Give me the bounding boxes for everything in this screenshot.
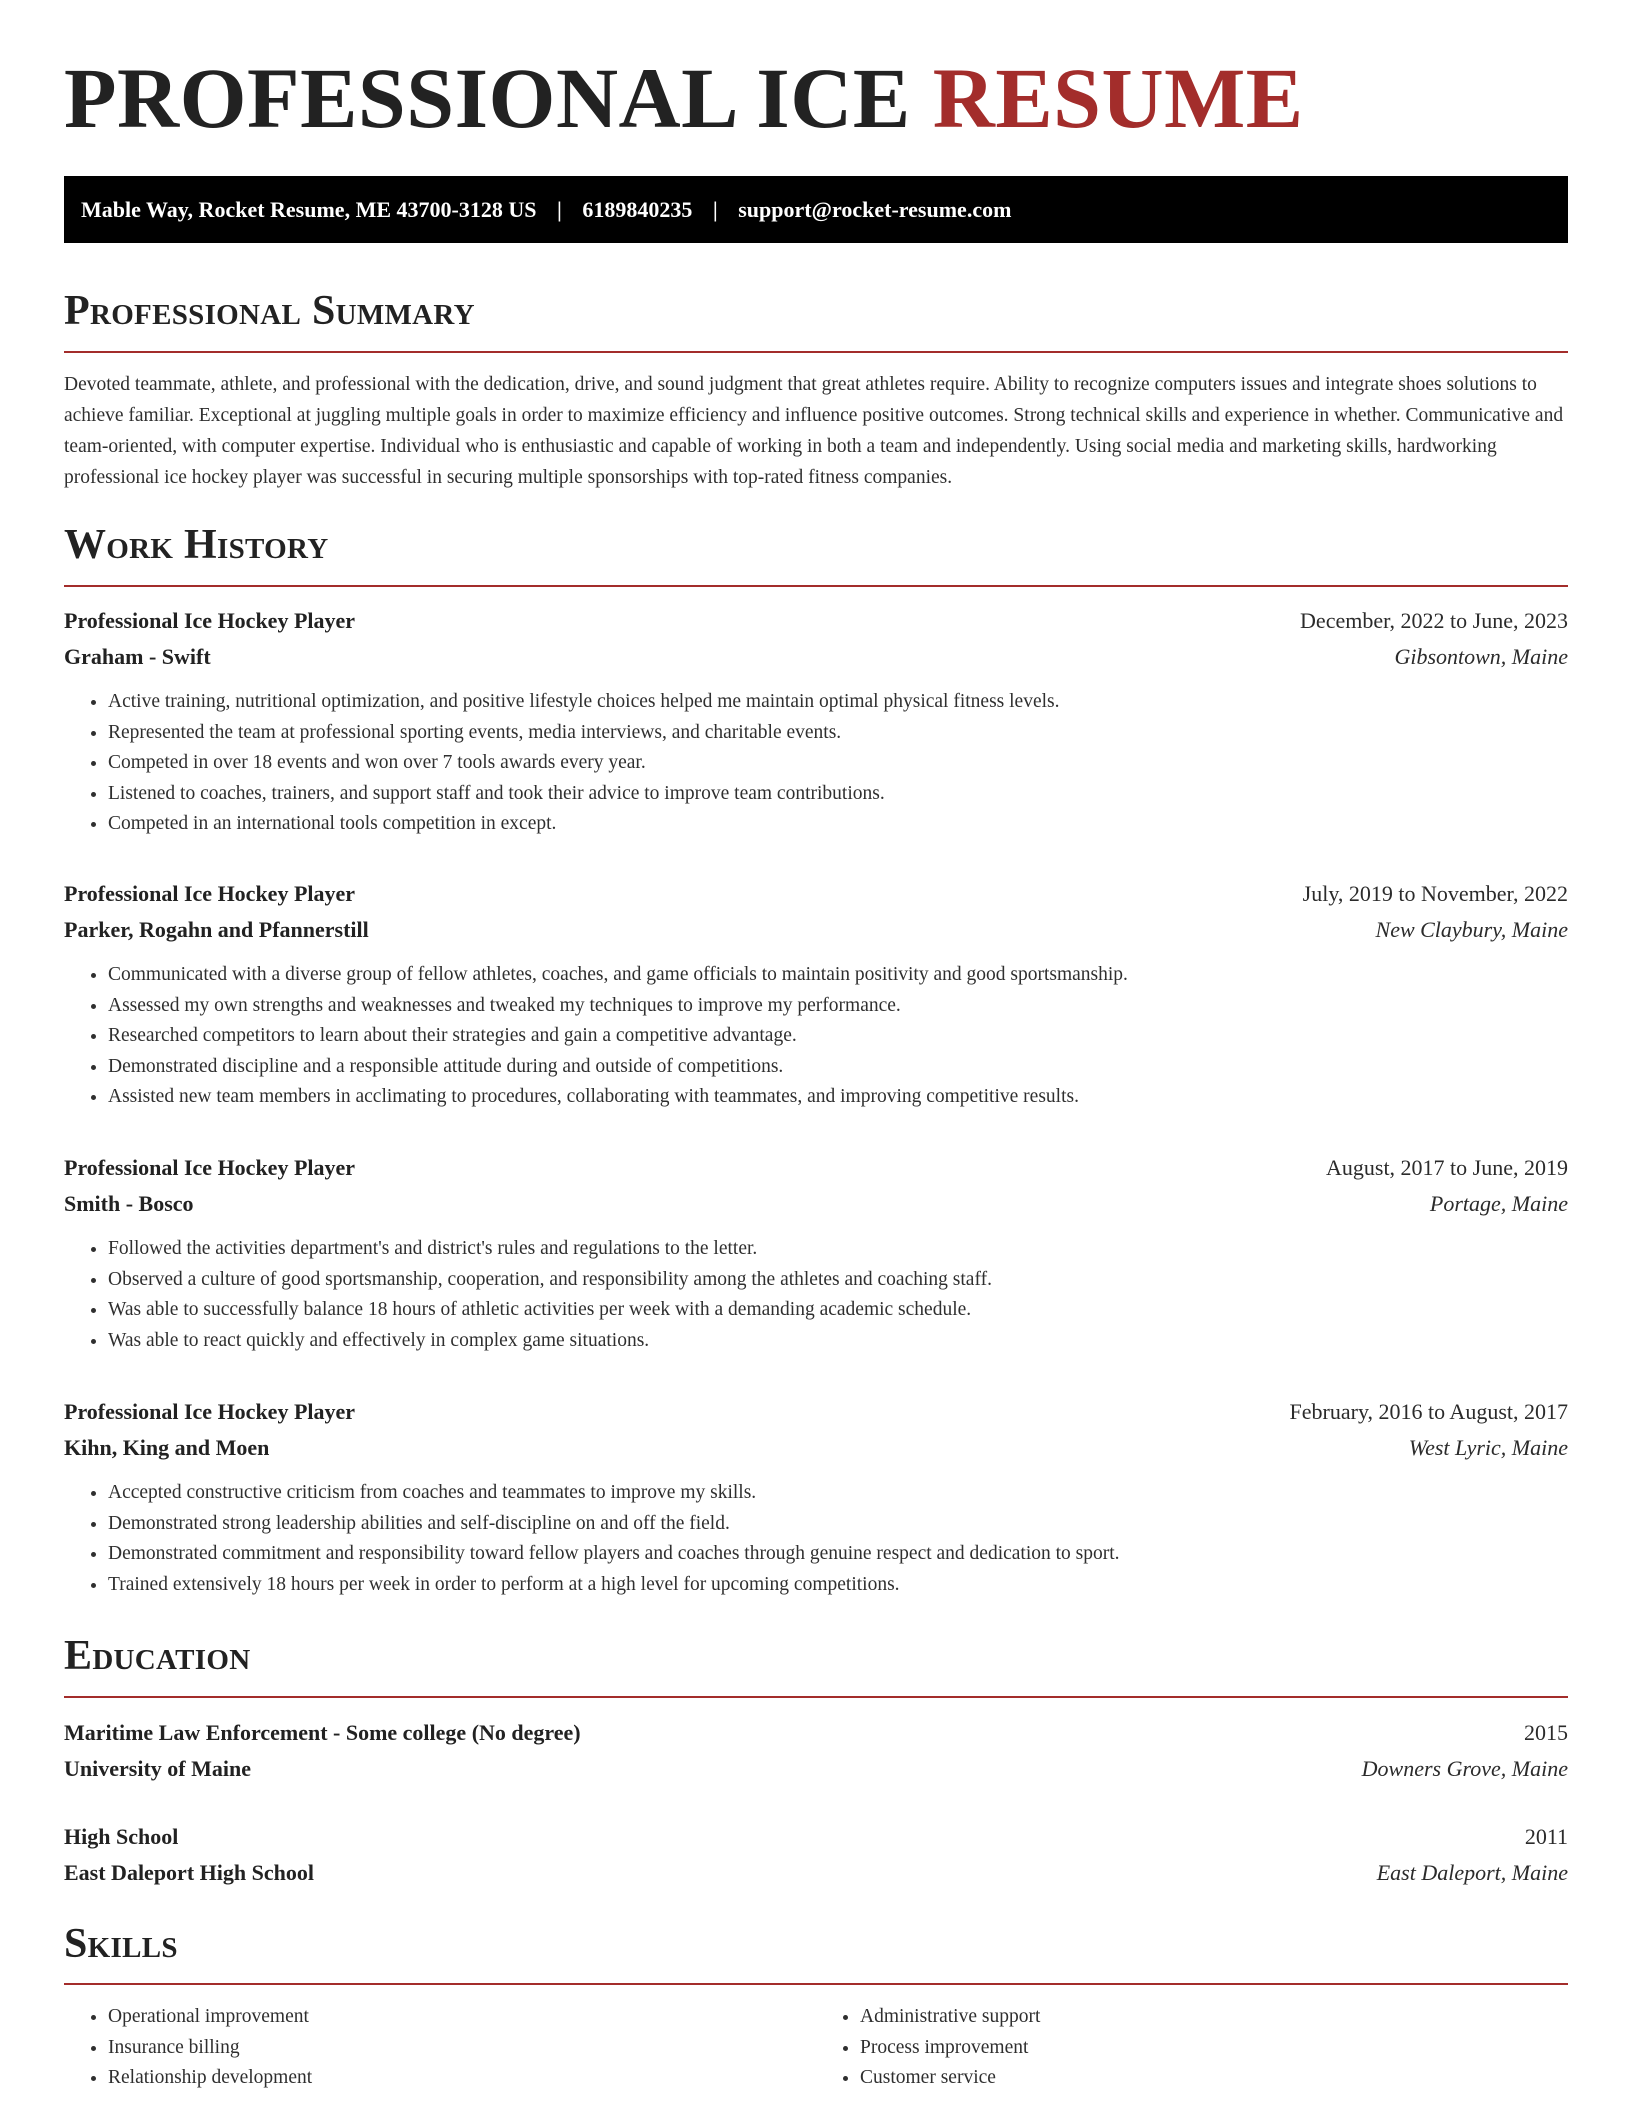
skills-rule [64,1983,1568,1985]
job-bullet: • Followed the activities department's and district's rules and regulations to the letter. [108,1234,1568,1265]
job-bullet: • Was able to react quickly and effectively in complex game situations. [108,1326,1568,1357]
job-bullet: • Competed in over 18 events and won over 7 tools awards every year. [108,748,1568,779]
contact-separator: | [556,197,562,222]
job-location: New Claybury, Maine [1375,917,1568,942]
job-dates: August, 2017 to June, 2019 [1326,1155,1568,1180]
contact-phone: 6189840235 [582,197,693,222]
education-entry [64,1715,1568,1787]
education-entry [64,1819,1568,1891]
job-dates: February, 2016 to August, 2017 [1289,1399,1568,1424]
skill-item: • Process improvement [860,2033,1568,2064]
work-history-rule [64,585,1568,587]
skill-item: • Relationship development [108,2063,816,2094]
job-bullet: • Listened to coaches, trainers, and support staff and took their advice to improve team contributions. [108,779,1568,810]
contact-bar [64,176,1568,243]
work-history-heading: Work History [64,522,329,568]
job-title: Professional Ice Hockey Player [64,1399,356,1424]
job-company: Smith - Bosco [64,1191,194,1216]
summary-text: Devoted teammate, athlete, and professional with the dedication, drive, and sound judgment that great athletes require. Ability to recognize computers issues and integrate shoes solutions to achieve familiar. Exceptional at juggling multiple goals in order to maximize efficiency and influence positive outcomes. Strong technical skills and experience in whether. Communicative and team-oriented, with computer expertise. Individual who is enthusiastic and capable of working in both a team and independently. Using social media and marketing skills, hardworking professional ice hockey player was successful in securing multiple sponsorships with top-rated fitness companies. [64,374,1564,488]
job-bullet: • Observed a culture of good sportsmanship, cooperation, and responsibility among the athletes and coaching staff. [108,1265,1568,1296]
job-bullet: • Trained extensively 18 hours per week in order to perform at a high level for upcoming competitions. [108,1570,1568,1601]
skill-item: • Insurance billing [108,2033,816,2064]
education-school: East Daleport High School [64,1860,314,1885]
job-bullet: • Active training, nutritional optimization, and positive lifestyle choices helped me maintain optimal physical fitness levels. [108,687,1568,718]
education-degree: High School [64,1824,179,1849]
summary-heading: Professional Summary [64,288,475,334]
skills-list [64,2002,1568,2094]
contact-email: support@rocket-resume.com [738,197,1012,222]
job-bullet: • Competed in an international tools competition in except. [108,809,1568,840]
resume-page [64,0,1568,2088]
education-location: Downers Grove, Maine [1361,1756,1568,1781]
job-dates: December, 2022 to June, 2023 [1300,608,1568,633]
title-accent: RESUME [932,50,1304,146]
job-bullet: • Assessed my own strengths and weaknesses and tweaked my techniques to improve my performance. [108,991,1568,1022]
job-location: Portage, Maine [1429,1191,1568,1216]
job-bullets [64,1478,1568,1600]
job-bullet: • Demonstrated strong leadership abilities and self-discipline on and off the field. [108,1509,1568,1540]
resume-title [64,0,1568,146]
job-bullets [64,687,1568,840]
job-title: Professional Ice Hockey Player [64,608,356,633]
job-entry [64,603,1568,840]
job-title: Professional Ice Hockey Player [64,881,356,906]
job-entry [64,1394,1568,1600]
job-bullet: • Demonstrated commitment and responsibility toward fellow players and coaches through genuine respect and dedication to sport. [108,1539,1568,1570]
job-entry [64,1150,1568,1356]
job-title: Professional Ice Hockey Player [64,1155,356,1180]
job-bullet: • Communicated with a diverse group of fellow athletes, coaches, and game officials to maintain positivity and good sportsmanship. [108,960,1568,991]
job-bullets [64,960,1568,1113]
skills-column-left [64,2002,816,2094]
skill-item: • Customer service [860,2063,1568,2094]
education-year: 2015 [1524,1720,1568,1745]
education-degree: Maritime Law Enforcement - Some college (No degree) [64,1720,581,1745]
job-bullet: • Accepted constructive criticism from coaches and teammates to improve my skills. [108,1478,1568,1509]
contact-address: Mable Way, Rocket Resume, ME 43700-3128 US [81,197,537,222]
education-rule [64,1696,1568,1698]
job-company: Parker, Rogahn and Pfannerstill [64,917,369,942]
job-company: Kihn, King and Moen [64,1435,270,1460]
education-location: East Daleport, Maine [1376,1860,1568,1885]
title-main: PROFESSIONAL ICE [64,50,933,146]
job-bullet: • Assisted new team members in acclimating to procedures, collaborating with teammates, and improving competitive results. [108,1082,1568,1113]
job-company: Graham - Swift [64,644,211,669]
skill-item: • Administrative support [860,2002,1568,2033]
job-bullets [64,1234,1568,1356]
education-school: University of Maine [64,1756,251,1781]
job-bullet: • Researched competitors to learn about their strategies and gain a competitive advantage. [108,1021,1568,1052]
job-entry [64,876,1568,1113]
education-heading: Education [64,1633,251,1679]
skill-item: • Operational improvement [108,2002,816,2033]
job-dates: July, 2019 to November, 2022 [1302,881,1568,906]
skills-column-right [816,2002,1568,2094]
contact-separator: | [712,197,718,222]
education-year: 2011 [1524,1824,1568,1849]
job-bullet: • Was able to successfully balance 18 hours of athletic activities per week with a demanding academic schedule. [108,1295,1568,1326]
skills-heading: Skills [64,1921,178,1967]
job-bullet: • Demonstrated discipline and a responsible attitude during and outside of competitions. [108,1052,1568,1083]
summary-rule [64,351,1568,353]
job-location: West Lyric, Maine [1408,1435,1568,1460]
job-bullet: • Represented the team at professional sporting events, media interviews, and charitable events. [108,718,1568,749]
job-location: Gibsontown, Maine [1394,644,1568,669]
